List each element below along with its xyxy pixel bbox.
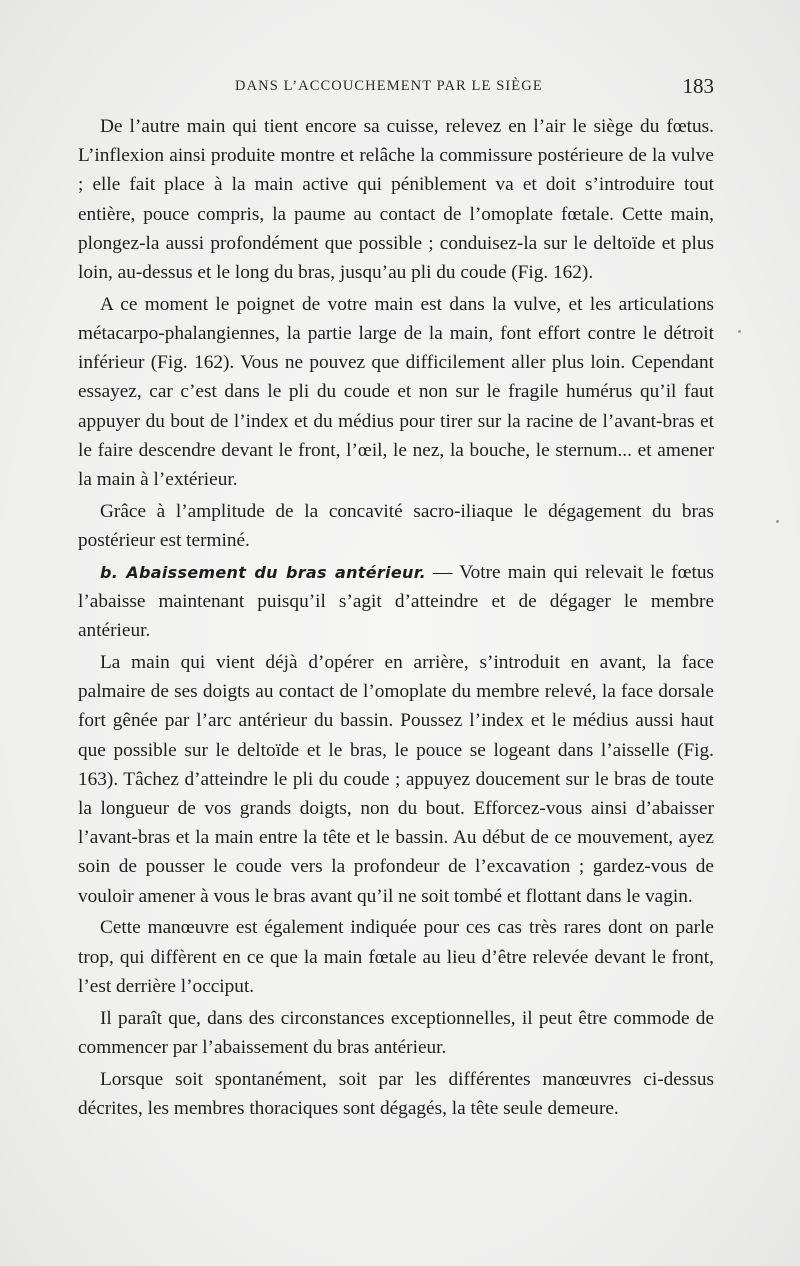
paragraph: A ce moment le poignet de votre main est dans la vulve, et les articulations métacarpo-phalangiennes, la partie large de la main, font effort contre le détroit inférieur (Fig. 162). Vous ne pouvez que difficilement aller plus loin. Cependant essayez, car c’est dans le pli du coude et non sur le fragile humérus qu’il faut appuyer du bout de l’index et du médius pour tirer sur la racine de l’avant-bras et le faire descendre devant le front, l’œil, le nez, la bouche, le sternum... et amener la main à l’extérieur.	[78, 293, 714, 491]
paragraph: La main qui vient déjà d’opérer en arrière, s’introduit en avant, la face palmaire de ses doigts au contact de l’omoplate du membre relevé, la face dorsale fort gênée par l’arc antérieur du bassin. Poussez l’index et le médius aussi haut que possible sur le deltoïde et le bras, le pouce se logeant dans l’aisselle (Fig. 163). Tâchez d’atteindre le pli du coude ; appuyez doucement sur le bras de toute la longueur de vos grands doigts, non du bout. Efforcez-vous ainsi d’abaisser l’avant-bras et la main entre la tête et le bassin. Au début de ce mouvement, ayez soin de pousser le coude vers la profondeur de l’excavation ; gardez-vous de vouloir amener à vous le bras avant qu’il ne soit tombé et flottant dans le vagin.	[78, 652, 714, 907]
paragraph: Cette manœuvre est également indiquée pour ces cas très rares dont on parle trop, qui diffèrent en ce que la main fœtale au lieu d’être relevée devant le front, l’est derrière l’occiput.	[78, 917, 714, 997]
paragraph: Lorsque soit spontanément, soit par les différentes manœuvres ci-dessus décrites, les membres thoraciques sont dégagés, la tête seule demeure.	[78, 1068, 714, 1119]
running-head	[78, 74, 714, 100]
paper-speck	[738, 330, 741, 333]
paragraph: Grâce à l’amplitude de la concavité sacro-iliaque le dégagement du bras postérieur est terminé.	[78, 500, 714, 552]
section-heading: b. Abaissement du bras antérieur.	[100, 562, 427, 582]
running-head-title: DANS L’ACCOUCHEMENT PAR LE SIÈGE	[235, 78, 543, 94]
paragraph: De l’autre main qui tient encore sa cuisse, relevez en l’air le siège du fœtus. L’inflexion ainsi produite montre et relâche la commissure postérieure de la vulve ; elle fait place à la main active qui péniblement va et doit s’introduire tout entière, pouce compris, la paume au contact de l’omoplate fœtale. Cette main, plongez-la aussi profondément que possible ; conduisez-la sur le deltoïde et plus loin, au-dessus et le long du bras, jusqu’au pli du coude (Fig. 162).	[78, 116, 714, 284]
paper-speck	[776, 520, 779, 523]
page-number: 183	[682, 74, 714, 98]
paragraph: Il paraît que, dans des circonstances exceptionnelles, il peut être commode de commencer par l’abaissement du bras antérieur.	[78, 1007, 714, 1058]
section-b-paragraph	[78, 558, 714, 646]
section-b-text: — Votre main qui relevait le fœtus l’abaisse maintenant puisqu’il s’agit d’atteindre et de dégager le membre antérieur.	[78, 561, 714, 642]
body-text	[78, 112, 714, 1126]
